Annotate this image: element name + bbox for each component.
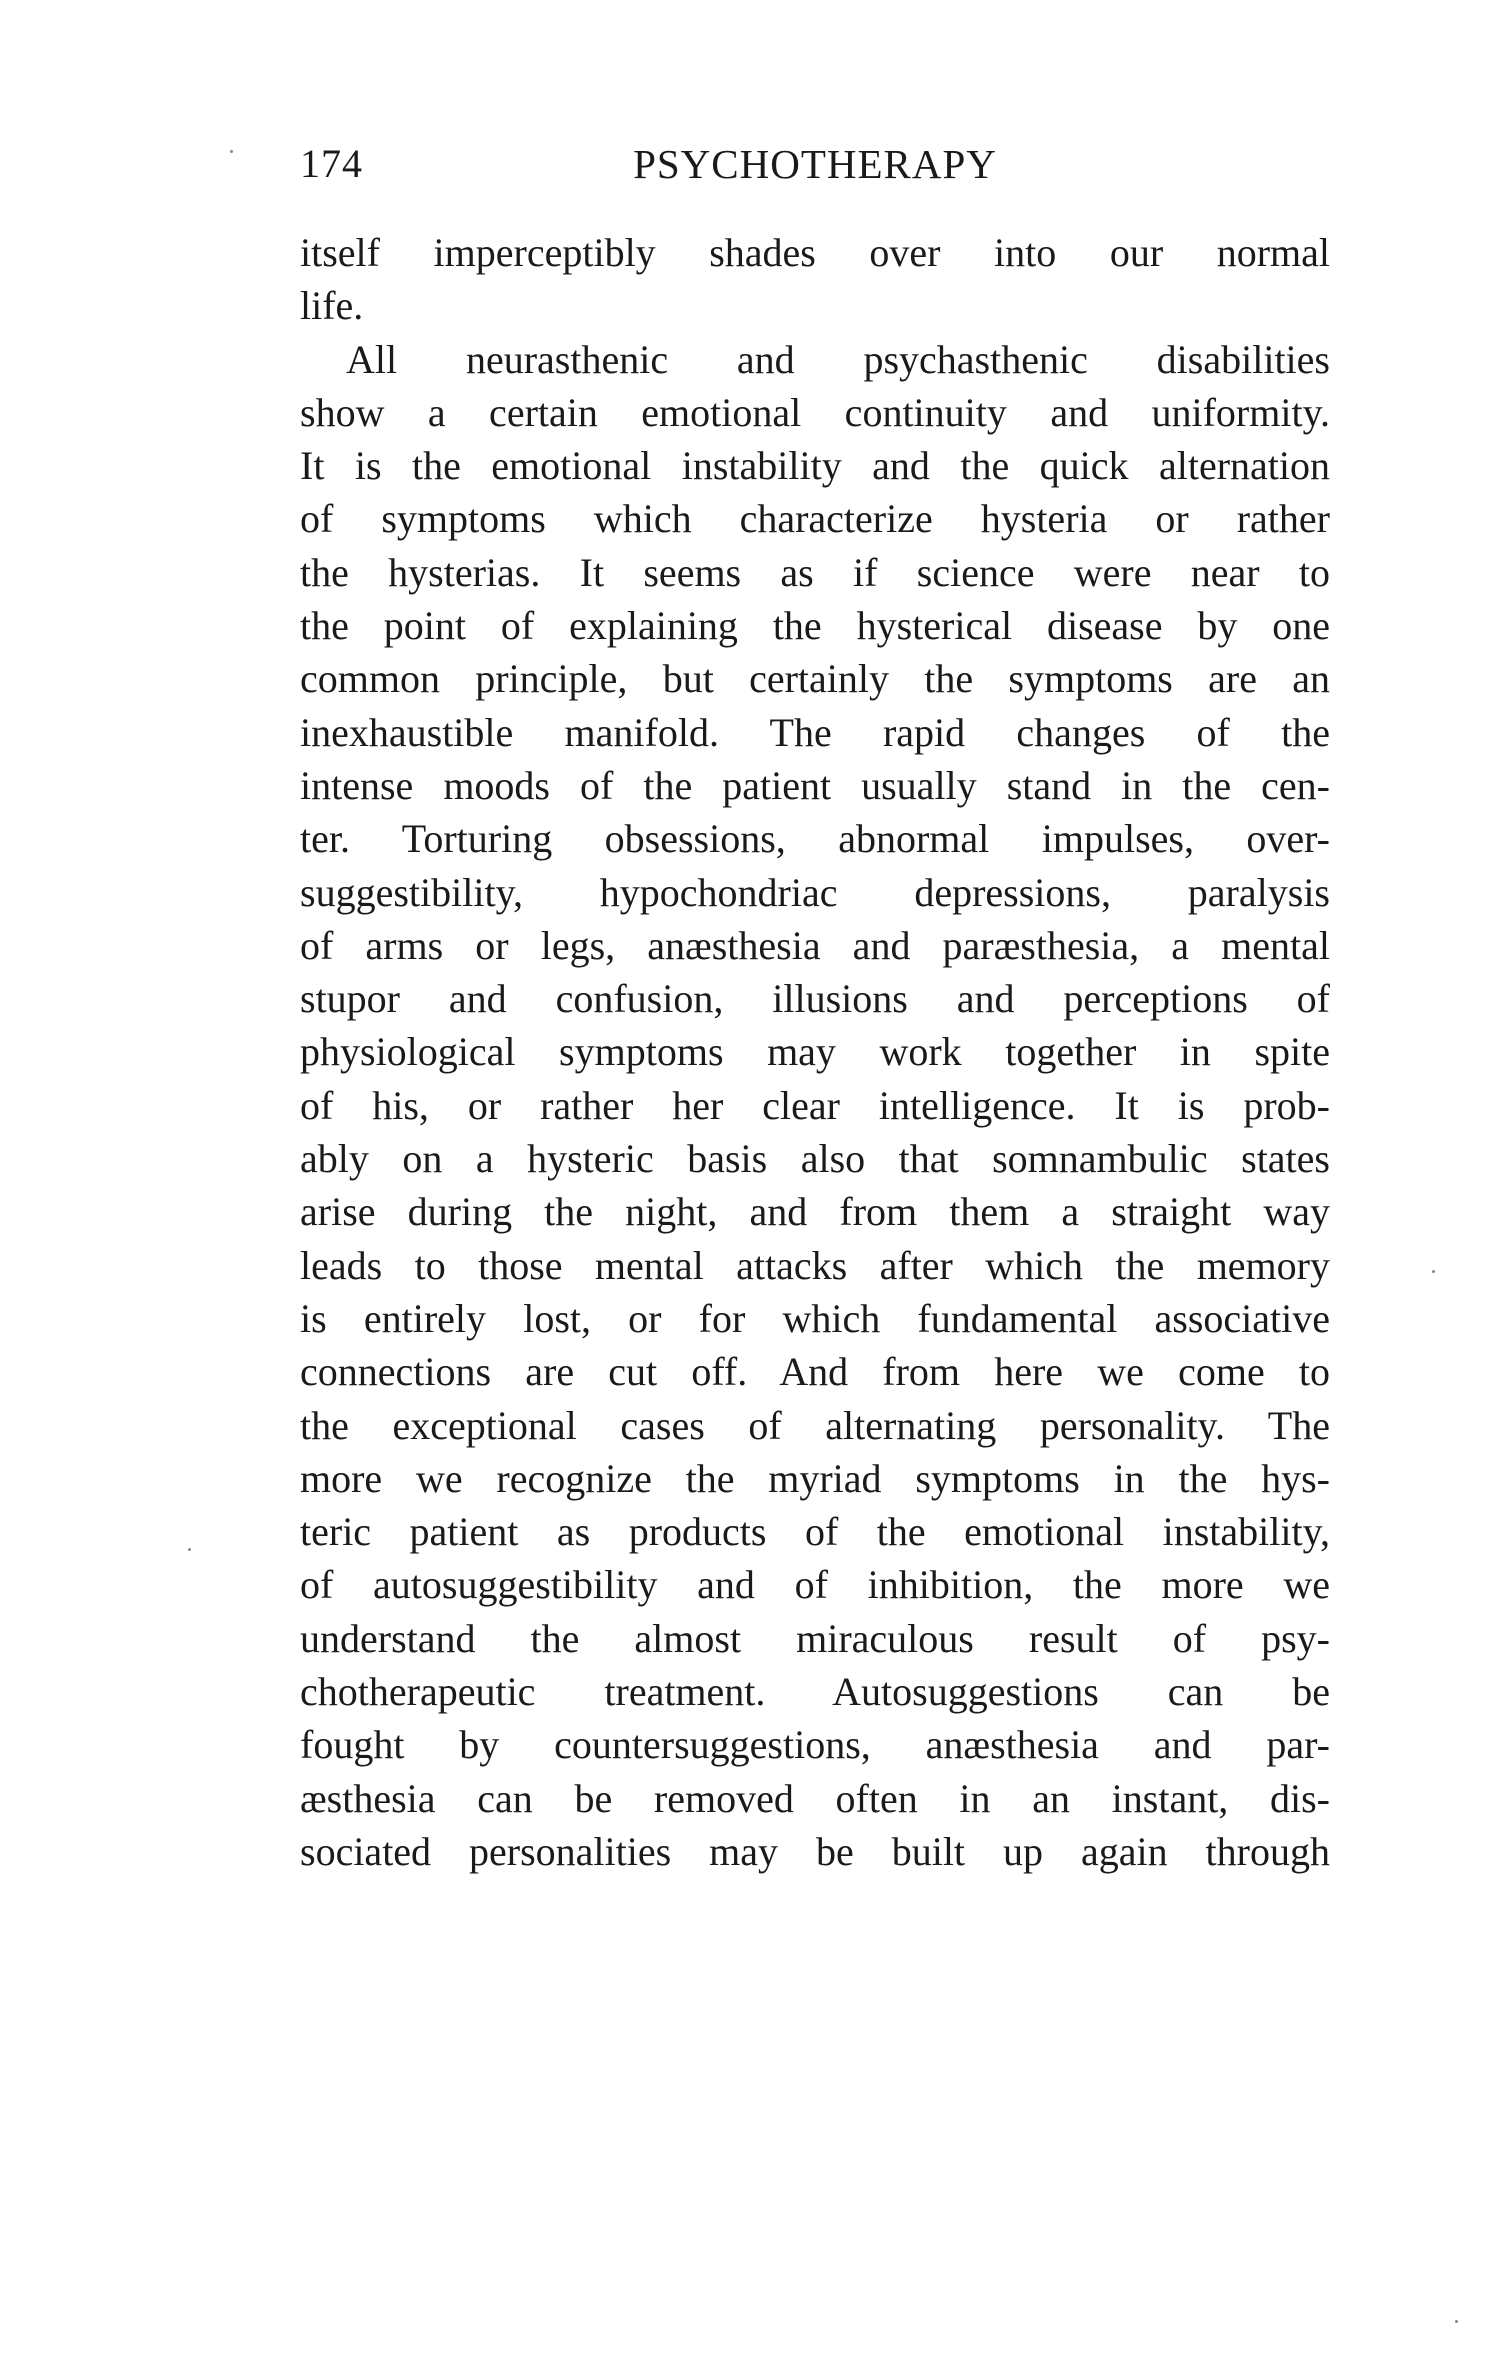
running-title: PSYCHOTHERAPY [633, 141, 997, 187]
text-line: arise during the night, and from them a straight way [300, 1189, 1330, 1235]
text-line: the hysterias. It seems as if science were near to [300, 549, 1330, 595]
text-line: leads to those mental attacks after which the memory [300, 1242, 1330, 1288]
text-line: life. [300, 283, 364, 329]
text-line: of his, or rather her clear intelligence. It is prob- [300, 1082, 1330, 1128]
text-line: teric patient as products of the emotional instability, [300, 1509, 1330, 1555]
paper-speck [188, 1548, 191, 1551]
paper-speck [1432, 1270, 1435, 1273]
text-line: is entirely lost, or for which fundamental associative [300, 1295, 1330, 1341]
text-line: show a certain emotional continuity and uniformity. [300, 389, 1330, 435]
page-number: 174 [300, 141, 363, 186]
text-line: æsthesia can be removed often in an instant, dis- [300, 1775, 1330, 1821]
running-head [300, 140, 1330, 200]
text-line: intense moods of the patient usually stand in the cen- [300, 762, 1330, 808]
text-line: the point of explaining the hysterical disease by one [300, 603, 1330, 649]
text-line: inexhaustible manifold. The rapid changes of the [300, 709, 1330, 755]
text-line: common principle, but certainly the symptoms are an [300, 656, 1330, 702]
text-line: the exceptional cases of alternating personality. The [300, 1402, 1330, 1448]
body-text [300, 226, 1330, 1878]
text-line: suggestibility, hypochondriac depressions, paralysis [300, 869, 1330, 915]
text-line: more we recognize the myriad symptoms in the hys- [300, 1455, 1330, 1501]
text-line: itself imperceptibly shades over into our normal [300, 230, 1330, 275]
text-line: of autosuggestibility and of inhibition, the more we [300, 1562, 1330, 1608]
paragraph-1 [300, 226, 1330, 333]
text-line: sociated personalities may be built up again through [300, 1828, 1330, 1874]
text-line: of arms or legs, anæsthesia and paræsthesia, a mental [300, 922, 1330, 968]
text-line: chotherapeutic treatment. Autosuggestions can be [300, 1669, 1330, 1715]
text-line: All neurasthenic and psychasthenic disabilities [346, 336, 1330, 382]
text-line: connections are cut off. And from here we come to [300, 1349, 1330, 1395]
text-line: physiological symptoms may work together in spite [300, 1029, 1330, 1075]
text-line: of symptoms which characterize hysteria or rather [300, 496, 1330, 542]
paper-speck [1455, 2320, 1458, 2323]
text-line: stupor and confusion, illusions and perceptions of [300, 976, 1330, 1022]
paragraph-2 [300, 333, 1330, 1879]
text-line: understand the almost miraculous result of psy- [300, 1615, 1330, 1661]
text-line: It is the emotional instability and the quick alternation [300, 443, 1330, 489]
text-line: ably on a hysteric basis also that somnambulic states [300, 1136, 1330, 1182]
paper-speck [230, 150, 233, 153]
text-line: fought by countersuggestions, anæsthesia and par- [300, 1722, 1330, 1768]
text-line: ter. Torturing obsessions, abnormal impulses, over- [300, 816, 1330, 862]
